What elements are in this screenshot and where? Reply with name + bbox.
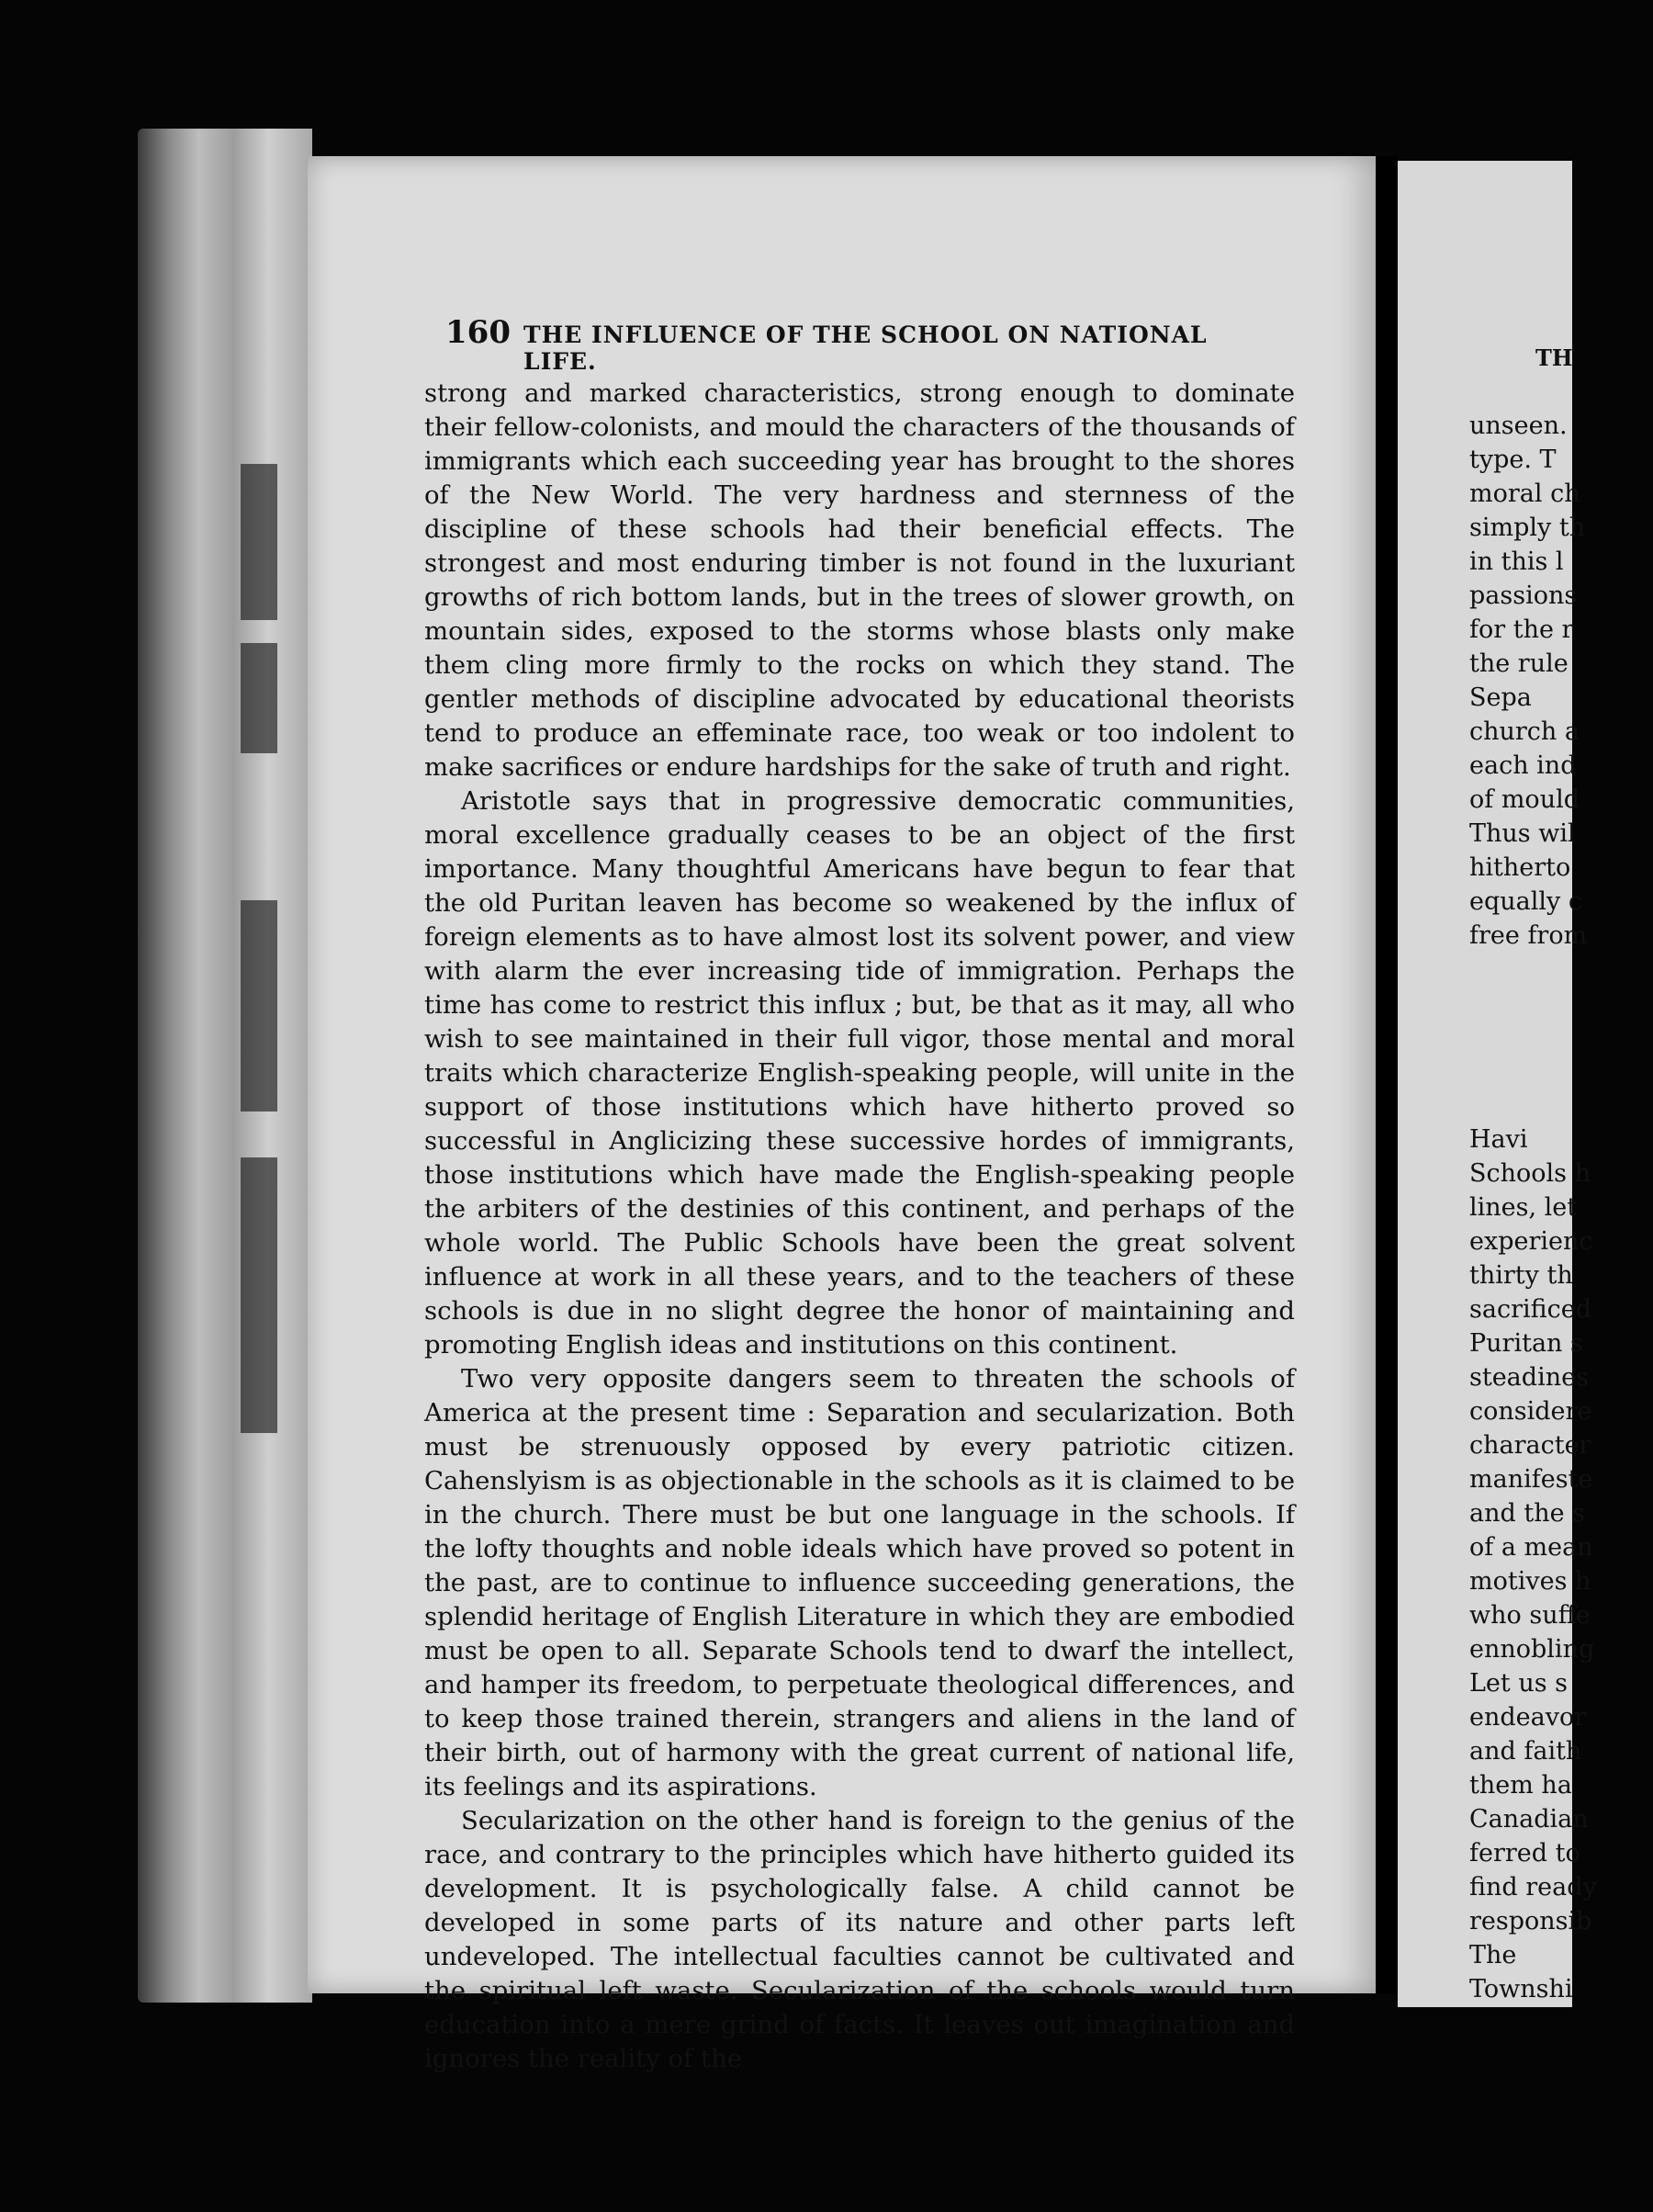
paragraph: strong and marked characteristics, strong enough to dominate their fellow-colonists, and mould the characters of the thousands of immigrants which each succeeding year has brought to the shores of the New World. The very hardness and sternness of the discipline of these schools had their beneficial effects. The strongest and most enduring timber is not found in the luxuriant growths of rich bottom lands, but in the trees of slower growth, on mountain sides, exposed to the storms whose blasts only make them cling more firmly to the rocks on which they stand. The gentler methods of discipline advocated by educational theorists tend to produce an effeminate race, too weak or too indolent to make sacrifices or endure hardships for the sake of truth and right. (424, 378, 1295, 782)
body-text (424, 377, 1295, 2076)
book-gutter (1376, 156, 1398, 1993)
running-header (445, 314, 1254, 375)
right-page-line: church a (1469, 717, 1580, 746)
right-page-line: Schools h (1469, 1159, 1591, 1188)
right-page-line: who suffe (1469, 1601, 1591, 1630)
right-page-line: considere (1469, 1397, 1592, 1426)
right-page-line: equally c (1469, 887, 1582, 916)
right-page-line: Canadian (1469, 1805, 1589, 1834)
right-page-line: ferred to (1469, 1839, 1580, 1868)
running-title: THE INFLUENCE OF THE SCHOOL ON NATIONAL LIFE. (523, 322, 1208, 375)
right-page-line: Puritan s (1469, 1329, 1583, 1358)
right-page-line: find ready (1469, 1873, 1597, 1902)
right-page-line: motives h (1469, 1567, 1591, 1596)
right-page-line: hitherto (1469, 853, 1571, 882)
right-page-line: for the r (1469, 615, 1574, 644)
right-page-line: Townshi (1469, 1975, 1573, 2003)
edge-stamp-mark (241, 900, 277, 1112)
right-page-line: ennobling (1469, 1635, 1595, 1664)
paragraph: Two very opposite dangers seem to threaten the schools of America at the present time : Separation and secularization. Both must be strenuously opposed by every patriotic citizen. Cahenslyism is as objectionable in the schools as it is claimed to be in the church. There must be but one language in the schools. If the lofty thoughts and noble ideals which have proved so potent in the past, are to continue to influence succeeding generations, the splendid heritage of English Literature in which they are embodied must be open to all. Separate Schools tend to dwarf the intellect, and hamper its freedom, to perpetuate theological differences, and to keep those trained therein, strangers and aliens in the land of their birth, out of harmony with the great current of national life, its feelings and its aspirations. (424, 1364, 1295, 1801)
right-page-line: manifeste (1469, 1465, 1593, 1494)
right-page-line: sacrificed (1469, 1295, 1592, 1324)
edge-stamp-mark (241, 1157, 277, 1433)
right-page-line: The (1469, 1941, 1517, 1969)
right-page-line: Havi (1469, 1125, 1528, 1154)
right-page-line: free from (1469, 921, 1588, 950)
right-page-line: of mould (1469, 785, 1580, 814)
right-page-line: and faith (1469, 1737, 1582, 1766)
right-page-line: experienc (1469, 1227, 1593, 1256)
right-running-header: TH (1535, 344, 1573, 371)
right-page-line: each ind (1469, 751, 1577, 780)
right-page-line: Sepa (1469, 683, 1532, 712)
right-page-line: thirty th (1469, 1261, 1573, 1290)
edge-stamp-mark (241, 464, 277, 620)
page-number: 160 (445, 314, 511, 351)
right-page-line: Thus wil (1469, 819, 1576, 848)
right-page-line: simply th (1469, 514, 1586, 542)
right-page-line: and the s (1469, 1499, 1586, 1528)
right-page-line: character (1469, 1431, 1591, 1460)
right-page-line: the rule (1469, 649, 1569, 678)
right-page-line: Let us s (1469, 1669, 1569, 1698)
right-page-line: lines, let (1469, 1193, 1578, 1222)
right-page-line: unseen. (1469, 412, 1568, 440)
right-page-line: moral ch (1469, 480, 1580, 508)
book-page-edges (138, 129, 312, 2003)
right-page-line: them ha (1469, 1771, 1572, 1800)
right-page-line: type. T (1469, 446, 1557, 474)
right-page-line: steadines (1469, 1363, 1589, 1392)
section-break (1469, 953, 1653, 1123)
edge-stamp-mark (241, 643, 277, 753)
right-page-line: endeavor (1469, 1703, 1587, 1732)
right-page-line: of a mean (1469, 1533, 1593, 1562)
paragraph: Aristotle says that in progressive democratic communities, moral excellence gradually ceases to be an object of the first importance. Many thoughtful Americans have begun to fear that the old Puritan leaven has become so weakened by the influx of foreign elements as to have almost lost its solvent power, and view with alarm the ever increasing tide of immigration. Perhaps the time has come to restrict this influx ; but, be that as it may, all who wish to see maintained in their full vigor, those mental and moral traits which characterize English-speaking people, will unite in the support of those institutions which have hitherto proved so successful in Anglicizing these successive hordes of immigrants, those institutions which have made the English-speaking people the arbiters of the destinies of this continent, and perhaps of the whole world. The Public Schools have been the great solvent influence at work in all these years, and to the teachers of these schools is due in no slight degree the honor of maintaining and promoting English ideas and institutions on this continent. (424, 786, 1295, 1360)
right-page-line: passions (1469, 581, 1578, 610)
paragraph: Secularization on the other hand is foreign to the genius of the race, and contrary to the principles which have hitherto guided its development. It is psychologically false. A child cannot be developed in some parts of its nature and other parts left undeveloped. The intellectual faculties cannot be cultivated and the spiritual left waste. Secularization of the schools would turn education into a mere grind of facts. It leaves out imagination and ignores the reality of the (424, 1806, 1295, 2073)
right-page-line: responsib (1469, 1907, 1592, 1936)
right-page-text (1469, 409, 1653, 2006)
right-page-line: in this l (1469, 547, 1564, 576)
right-page-fragment (1398, 161, 1597, 2007)
